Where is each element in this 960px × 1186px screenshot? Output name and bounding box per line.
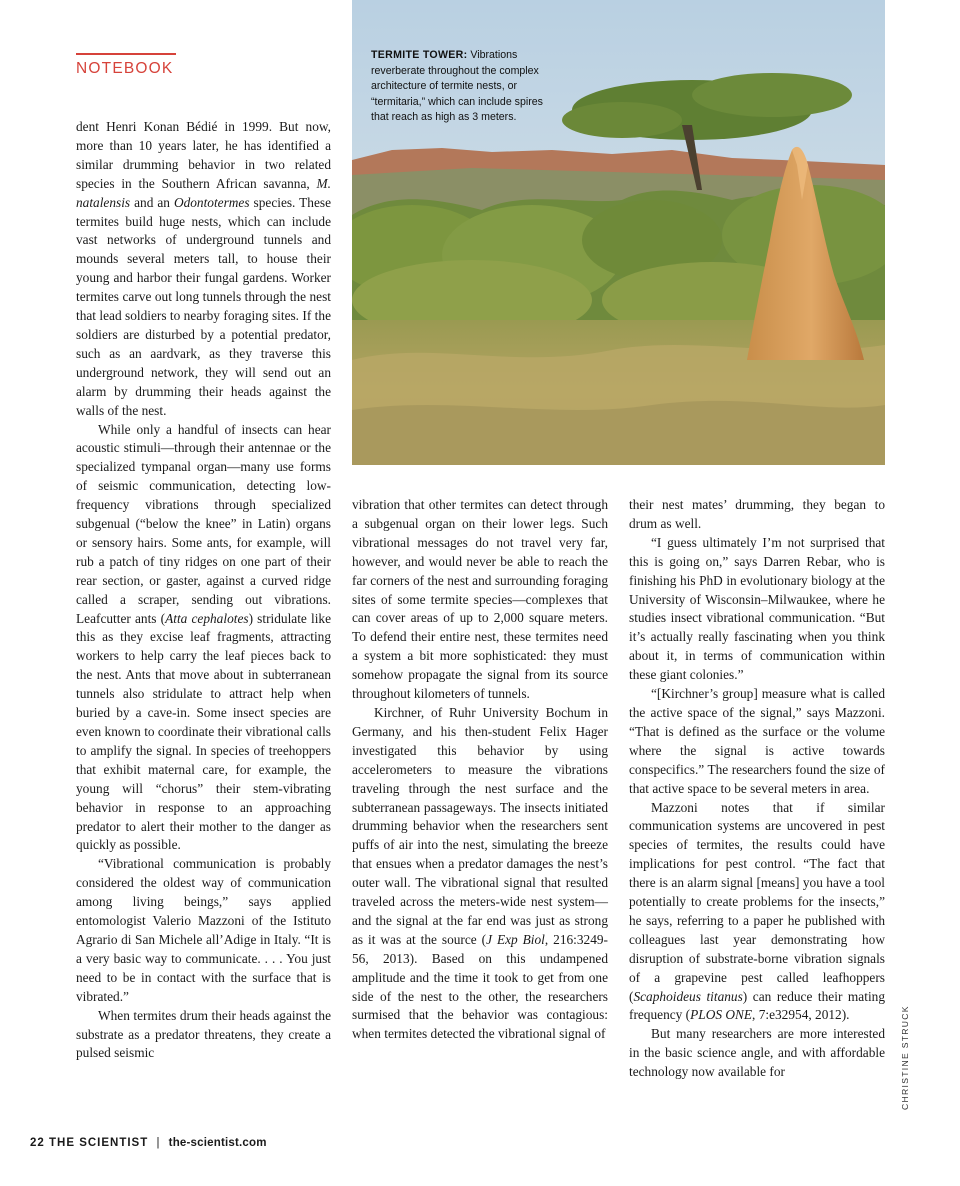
- paragraph: Kirchner, of Ruhr University Bochum in Germany, and his then-student Felix Hager investigated this behavior by using accelerometers to measure the vibrations traveling through the nest surface and the subterranean passageways. The insects initiated drumming behavior when the researchers sent puffs of air into the nest, simulating the breeze that ensues when a predator damages the nest’s outer wall. The vibrational signal that resulted traveled across the meters-wide nest system—and the signal at the far end was just as strong as it was at the source (J Exp Biol, 216:3249-56, 2013). Based on this undampened amplitude and the time it took to get from one side of the nest to the other, the researchers surmised that the behavior was contagious: when termites detected the vibrational signal of: [352, 704, 608, 1042]
- paragraph: “[Kirchner’s group] measure what is called the active space of the signal,” says Mazzoni. “That is defined as the surface or the volume where the signal is active towards conspecifics.” The researchers found the size of that active space to be several meters in area.: [629, 686, 885, 796]
- paragraph: dent Henri Konan Bédié in 1999. But now, more than 10 years later, he has identified a similar drumming behavior in two related species in the Southern African savanna, M. natalensis and an Odontotermes species. These termites build huge nests, which can include vast networks of underground tunnels and mounds several meters tall, to house their young and harbor their fungal gardens. Worker termites carve out long tunnels through the nest that lead soldiers to nearby foraging sites. If the soldiers are disturbed by a potential predator, such as an aardvark, as they traverse this underground network, they will send out an alarm by drumming their heads against the walls of the nest.: [76, 119, 331, 418]
- paragraph: “Vibrational communication is probably considered the oldest way of communication among living beings,” says applied entomologist Valerio Mazzoni of the Istituto Agrario di San Michele all’Adige in Italy. “It is a very basic way to communicate. . . . You just need to be in contact with the surface that is vibrated.”: [76, 856, 331, 1004]
- photo-credit: CHRISTINE STRUCK: [900, 1005, 910, 1110]
- paragraph: their nest mates’ drumming, they began to drum as well.: [629, 497, 885, 531]
- paragraph: But many researchers are more interested in the basic science angle, and with affordable technology now available for: [629, 1026, 885, 1080]
- page-number: 22: [30, 1137, 45, 1149]
- photo-caption: [371, 48, 549, 126]
- footer-separator: |: [156, 1137, 161, 1149]
- magazine-name: THE SCIENTIST: [49, 1137, 149, 1149]
- website-link[interactable]: the-scientist.com: [168, 1137, 267, 1149]
- paragraph: vibration that other termites can detect through a subgenual organ on their lower legs. Such vibrational messages do not travel very far, however, and would never be able to reach the far corners of the nest and surrounding foraging sites of some termite species—complexes that can cover areas of up to 2,000 square meters. To defend their entire nest, these termites need a system a bit more sophisticated: they must somehow propagate the signal from its source throughout kilometers of tunnels.: [352, 497, 608, 702]
- text-column-2: [352, 496, 608, 1044]
- page-footer: [30, 1137, 267, 1149]
- text-column-3: [629, 496, 885, 1082]
- caption-body: Vibrations reverberate throughout the complex architecture of termite nests, or “termitaria,” which can include spires that reach as high as 3 meters.: [371, 49, 543, 124]
- section-label: NOTEBOOK: [76, 60, 174, 77]
- caption-title: TERMITE TOWER:: [371, 49, 468, 61]
- paragraph: Mazzoni notes that if similar communication systems are uncovered in pest species of termites, the results could have implications for pest control. “The fact that there is an alarm signal [means] you have a tool potentially to create problems for the insects,” he says, referring to a paper he published with colleagues last year demonstrating how disruption of substrate-borne vibration signals of a grapevine pest called leafhoppers (Scaphoideus titanus) can reduce their mating frequency (PLOS ONE, 7:e32954, 2012).: [629, 799, 885, 1023]
- header-rule: [76, 53, 176, 55]
- paragraph: When termites drum their heads against the substrate as a predator threatens, they create a pulsed seismic: [76, 1007, 331, 1061]
- paragraph: While only a handful of insects can hear acoustic stimuli—through their antennae or the specialized tympanal organ—many use forms of seismic communication, detecting low-frequency vibrations through specialized subgenual (“below the knee” in Latin) organs or sensory hairs. Some ants, for example, will rub a patch of tiny ridges on one part of their rear section, or gaster, against a curved ridge called a scraper, sending out vibrations. Leafcutter ants (Atta cephalotes) stridulate like this as they excise leaf fragments, attracting workers to help carry the leaf pieces back to the nest. Ants that move about in subterranean tunnels also stridulate to attract help when buried by a cave-in. Some insect species are even known to coordinate their vibrational calls to amplify the signal. In species of treehoppers that exhibit maternal care, for example, the young will “chorus” their stem-vibrating behavior in response to an approaching predator to alert their mother to the danger as quickly as possible.: [76, 421, 331, 853]
- paragraph: “I guess ultimately I’m not surprised that this is going on,” says Darren Rebar, who is finishing his PhD in evolutionary biology at the University of Wisconsin–Milwaukee, where he studies insect vibrational communication. “But it’s actually really fascinating when you think about it, in terms of communication within these giant colonies.”: [629, 534, 885, 683]
- text-column-1: [76, 118, 331, 1063]
